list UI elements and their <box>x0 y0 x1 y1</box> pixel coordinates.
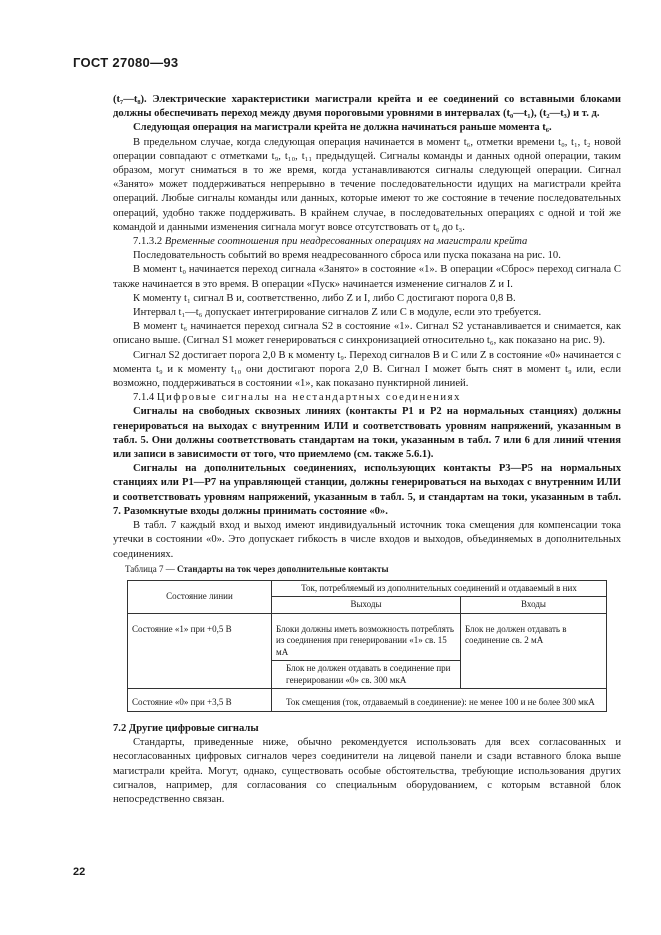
table-caption-prefix: Таблица 7 — <box>125 563 175 574</box>
section-title: Цифровые сигналы на нестандартных соединениях <box>156 392 462 404</box>
paragraph: Стандарты, приведенные ниже, обычно рекомендуется использовать для всех согласованных и несогласованных цифровых сигналов через соединители на лицевой панели и сзади вставного блока выше магистрали крейта. Могут, однако, существовать особые обстоятельства, требующие использования других сигналов, например, для согласования со специальным оборудованием, с которым вставной блок непосредственно связан. <box>113 737 621 805</box>
section-title: Временные соотношения при неадресованных операциях на магистрали крейта <box>164 236 528 248</box>
paragraph: Последовательность событий во время неадресованного сброса или пуска показана на рис. 10. <box>133 250 561 262</box>
table-header-state: Состояние линии <box>128 580 272 613</box>
paragraph: В момент t₀ начинается переход сигнала «Занято» в состояние «1». В операции «Сброс» переход сигнала С также начинается в это время. В операции «Пуск» начинается изменение сигналов Z и I. <box>113 264 621 290</box>
section-number: 7.1.3.2 <box>133 236 163 248</box>
paragraph: Следующая операция на магистрали крейта не должна начинаться раньше момента t₆. <box>133 122 552 134</box>
current-standards-table <box>127 580 607 712</box>
table-cell-output-1a: Блоки должны иметь возможность потреблять из соединения при генерировании «1» св. 15 мА <box>272 613 461 661</box>
table-header-outputs: Выходы <box>272 597 461 614</box>
paragraph: В табл. 7 каждый вход и выход имеют индивидуальный источник тока смещения для компенсации тока утечки в состоянии «0». Это допускает гибкость в числе входов и выходов, объединяемых в дополнительных соединениях. <box>113 520 621 560</box>
section-title: Другие цифровые сигналы <box>128 722 259 734</box>
paragraph: (t₇—t₈). Электрические характеристики магистрали крейта и ее соединений со вставными блоками должны обеспечивать переход между двумя пороговыми уровнями в интервалах (t₀—t₁), (t₂—t₃) и т. д. <box>113 94 621 120</box>
paragraph: В момент t₆ начинается переход сигнала S2 в состояние «1». Сигнал S2 устанавливается и снимается, как описано выше. (Сигнал S1 может генерироваться с синхронизацией относительно t₆, как показано на рис. 9). <box>113 321 621 347</box>
table-caption-title: Стандарты на ток через дополнительные контакты <box>177 563 389 574</box>
table-caption <box>113 562 621 576</box>
document-body <box>113 93 621 807</box>
table-cell-bias-current: Ток смещения (ток, отдаваемый в соединение): не менее 100 и не более 300 мкА <box>272 689 607 712</box>
section-heading-7-1-3-2 <box>113 235 621 249</box>
paragraph: Сигналы на дополнительных соединениях, использующих контакты Р3—Р5 на нормальных станциях или Р1—Р7 на управляющей станции, должны генерироваться на выходах с внутренним ИЛИ и соответствовать уровням напряжений, указанным в табл. 5, и стандартам на токи, указанным в табл. 7. Разомкнутые входы должны принимать состояние «0». <box>113 463 621 517</box>
section-heading-7-2 <box>113 722 621 736</box>
paragraph: Сигнал S2 достигает порога 2,0 В к моменту t₉. Переход сигналов В и С или Z в состояние «0» начинается с момента t₉ и к моменту t₁₀ они достигают порога 2,0 В. Сигнал I может быть снят в момент t₉ или, если возможно, поддерживаться в состоянии «1», как показано пунктирной линией. <box>113 349 621 390</box>
table-cell-state-0: Состояние «0» при +3,5 В <box>128 689 272 712</box>
section-number: 7.1.4 <box>133 392 155 404</box>
paragraph: Сигналы на свободных сквозных линиях (контакты Р1 и Р2 на нормальных станциях) должны генерироваться на выходах с внутренним ИЛИ и соответствовать уровням напряжений, указанным в табл. 5. Они должны соответствовать стандартам на токи, указанным в табл. 7 или 6 для линий чтения или записи в зависимости от того, что приемлемо (см. также 5.6.1). <box>113 406 621 461</box>
table-cell-state-1: Состояние «1» при +0,5 В <box>128 613 272 689</box>
section-heading-7-1-4 <box>113 391 621 405</box>
table-cell-output-1b: Блок не должен отдавать в соединение при генерировании «0» св. 300 мкА <box>272 661 461 689</box>
document-header: ГОСТ 27080—93 <box>73 55 179 70</box>
table-header-current: Ток, потребляемый из дополнительных соединений и отдаваемый в них <box>272 580 607 597</box>
section-number: 7.2 <box>113 722 127 734</box>
paragraph: Интервал t₁—t₆ допускает интегрирование сигналов Z или С в модуле, если это требуется. <box>133 307 542 319</box>
page-number: 22 <box>73 866 86 878</box>
paragraph: К моменту t₁ сигнал В и, соответственно, либо Z и I, либо С достигают порога 0,8 В. <box>133 292 516 304</box>
paragraph: В предельном случае, когда следующая операция начинается в момент t₆, отметки времени t₀, t₁, t₂ новой операции совпадают с отметками t₉, t₁₀, t₁₁ предыдущей. Сигналы команды и данных одной операции, таким образом, могут сниматься в то же время, когда устанавливаются сигналы следующей операции. Сигнал «Занято» может поддерживаться непрерывно в течение последовательности идущих на магистрали крейта операций. Любые сигналы команды или данных, которые имеют то же состояние в течение последовательных операций, удобно также поддерживать. В крайнем случае, в последовательных операциях с одной и той же командой и данными изменения сигнала могут вовсе отсутствовать от t₆ до t₃. <box>113 136 621 233</box>
table-header-inputs: Входы <box>461 597 607 614</box>
table-cell-input-1: Блок не должен отдавать в соединение св. 2 мА <box>461 613 607 689</box>
